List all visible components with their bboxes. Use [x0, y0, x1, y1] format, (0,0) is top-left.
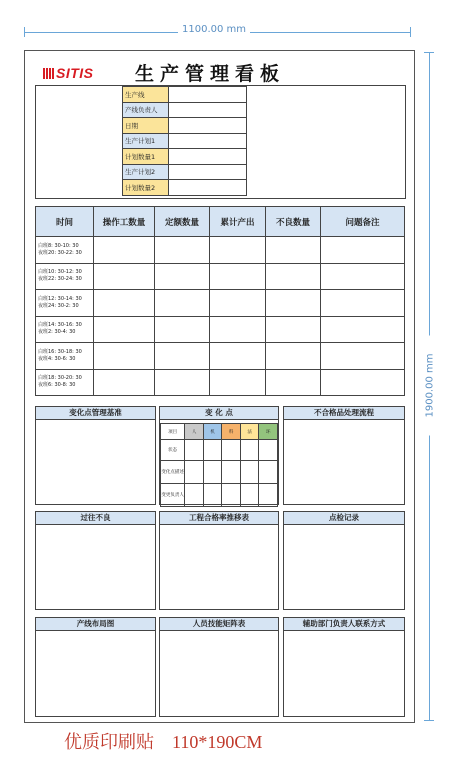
day-shift-label: 白班12: 30-14: 30	[38, 295, 82, 302]
change-points-entry-cell[interactable]	[203, 440, 222, 461]
inspection-title: 点检记录	[284, 512, 404, 525]
nonconforming-title: 不合格品处理流程	[284, 407, 404, 420]
day-shift-label: 白班18: 30-20: 30	[38, 375, 82, 382]
change-points-header-cell: 法	[240, 424, 259, 440]
width-dimension-label: 1100.00 mm	[178, 24, 250, 35]
change-points-row-label: 变化点描述	[161, 461, 185, 484]
layout-panel	[35, 617, 156, 717]
night-shift-label: 夜班24: 30-2: 30	[38, 302, 79, 309]
width-dimension-tick-right	[410, 27, 411, 37]
info-value-field[interactable]	[169, 87, 247, 103]
height-dimension-label: 1900.00 mm	[425, 336, 436, 436]
production-entry-cell[interactable]	[94, 290, 155, 317]
change-points-entry-cell[interactable]	[203, 461, 222, 484]
info-row	[123, 180, 247, 196]
production-entry-cell[interactable]	[266, 369, 321, 396]
production-entry-cell[interactable]	[321, 290, 405, 317]
production-row	[36, 237, 405, 264]
production-entry-cell[interactable]	[94, 343, 155, 370]
production-entry-cell[interactable]	[210, 290, 266, 317]
change-points-entry-cell[interactable]	[222, 461, 241, 484]
production-entry-cell[interactable]	[321, 263, 405, 290]
production-entry-cell[interactable]	[94, 237, 155, 264]
change-points-entry-cell[interactable]	[240, 461, 259, 484]
info-value-field[interactable]	[169, 149, 247, 165]
production-row	[36, 316, 405, 343]
info-row	[123, 164, 247, 180]
layout-title: 产线布局图	[36, 618, 155, 631]
change-points-header-row	[161, 424, 278, 440]
contacts-panel	[283, 617, 405, 717]
change-points-title: 变 化 点	[160, 407, 278, 420]
nonconforming-panel	[283, 406, 405, 505]
change-standard-panel	[35, 406, 156, 505]
info-table	[122, 86, 247, 196]
production-entry-cell[interactable]	[155, 263, 210, 290]
change-points-header-cell: 项目	[161, 424, 185, 440]
footer-text: 优质印刷贴	[64, 732, 154, 753]
footer-size: 110*190CM	[172, 732, 263, 752]
day-shift-label: 白班14: 30-16: 30	[38, 322, 82, 329]
inspection-panel	[283, 511, 405, 610]
production-row	[36, 290, 405, 317]
change-points-entry-cell[interactable]	[259, 461, 278, 484]
change-points-header-cell: 环	[259, 424, 278, 440]
production-entry-cell[interactable]	[266, 263, 321, 290]
contacts-title: 辅助部门负责人联系方式	[284, 618, 404, 631]
change-points-panel	[159, 406, 279, 505]
production-entry-cell[interactable]	[210, 263, 266, 290]
past-defects-title: 过往不良	[36, 512, 155, 525]
info-label: 产线负责人	[123, 102, 169, 118]
brand-name: SITIS	[56, 65, 94, 81]
night-shift-label: 夜班6: 30-8: 30	[38, 382, 76, 389]
info-value-field[interactable]	[169, 164, 247, 180]
production-entry-cell[interactable]	[155, 343, 210, 370]
change-points-row-label: 变更负责人	[161, 484, 185, 507]
production-header-cell: 问题备注	[321, 207, 405, 237]
production-entry-cell[interactable]	[266, 237, 321, 264]
production-header-cell: 定额数量	[155, 207, 210, 237]
production-entry-cell[interactable]	[266, 343, 321, 370]
production-entry-cell[interactable]	[321, 369, 405, 396]
past-defects-panel	[35, 511, 156, 610]
change-points-entry-cell[interactable]	[222, 484, 241, 507]
production-entry-cell[interactable]	[266, 290, 321, 317]
production-entry-cell[interactable]	[210, 343, 266, 370]
board-title: 生产管理看板	[135, 63, 286, 85]
info-value-field[interactable]	[169, 102, 247, 118]
info-label: 计划数量1	[123, 149, 169, 165]
info-row	[123, 118, 247, 134]
skill-matrix-panel	[159, 617, 279, 717]
change-points-header-cell: 人	[185, 424, 204, 440]
production-entry-cell[interactable]	[266, 316, 321, 343]
change-points-table	[160, 423, 278, 507]
change-points-entry-cell[interactable]	[259, 440, 278, 461]
production-entry-cell[interactable]	[210, 369, 266, 396]
production-entry-cell[interactable]	[155, 369, 210, 396]
night-shift-label: 夜班4: 30-6: 30	[38, 355, 76, 362]
info-row	[123, 102, 247, 118]
time-slot-cell	[36, 263, 94, 290]
production-entry-cell[interactable]	[210, 316, 266, 343]
time-slot-cell	[36, 237, 94, 264]
production-header-cell: 时间	[36, 207, 94, 237]
day-shift-label: 白班8: 30-10: 30	[38, 242, 79, 249]
info-block	[35, 85, 406, 199]
info-value-field[interactable]	[169, 180, 247, 196]
production-header-cell: 累计产出	[210, 207, 266, 237]
production-entry-cell[interactable]	[155, 290, 210, 317]
production-entry-cell[interactable]	[155, 237, 210, 264]
management-board	[24, 50, 415, 723]
production-entry-cell[interactable]	[321, 237, 405, 264]
night-shift-label: 夜班22: 30-24: 30	[38, 276, 82, 283]
production-row	[36, 369, 405, 396]
night-shift-label: 夜班2: 30-4: 30	[38, 329, 76, 336]
production-row	[36, 263, 405, 290]
info-row	[123, 87, 247, 103]
night-shift-label: 夜班20: 30-22: 30	[38, 249, 82, 256]
change-points-row	[161, 440, 278, 461]
change-standard-title: 变化点管理基准	[36, 407, 155, 420]
change-points-header-cell: 料	[222, 424, 241, 440]
info-value-field[interactable]	[169, 118, 247, 134]
production-table	[35, 206, 405, 396]
change-points-entry-cell[interactable]	[222, 440, 241, 461]
height-dimension-tick-bottom	[424, 720, 434, 721]
change-points-entry-cell[interactable]	[185, 484, 204, 507]
time-slot-cell	[36, 290, 94, 317]
change-points-entry-cell[interactable]	[185, 440, 204, 461]
production-entry-cell[interactable]	[155, 316, 210, 343]
pass-rate-title: 工程合格率推移表	[160, 512, 278, 525]
skill-matrix-title: 人员技能矩阵表	[160, 618, 278, 631]
width-dimension-tick-left	[24, 27, 25, 37]
change-points-entry-cell[interactable]	[240, 440, 259, 461]
info-label: 日期	[123, 118, 169, 134]
day-shift-label: 白班16: 30-18: 30	[38, 348, 82, 355]
brand-logo	[43, 64, 94, 82]
change-points-entry-cell[interactable]	[240, 484, 259, 507]
height-dimension-tick-top	[424, 52, 434, 53]
time-slot-cell	[36, 369, 94, 396]
production-entry-cell[interactable]	[321, 343, 405, 370]
production-row	[36, 343, 405, 370]
info-label: 生产线	[123, 87, 169, 103]
time-slot-cell	[36, 316, 94, 343]
change-points-entry-cell[interactable]	[185, 461, 204, 484]
production-header-cell: 不良数量	[266, 207, 321, 237]
change-points-row	[161, 484, 278, 507]
info-row	[123, 133, 247, 149]
production-entry-cell[interactable]	[321, 316, 405, 343]
info-label: 生产计划2	[123, 164, 169, 180]
change-points-entry-cell[interactable]	[203, 484, 222, 507]
info-row	[123, 149, 247, 165]
footer-caption	[64, 728, 262, 754]
pass-rate-panel	[159, 511, 279, 610]
logo-stripes-icon	[43, 68, 55, 79]
change-points-header-cell: 机	[203, 424, 222, 440]
production-entry-cell[interactable]	[94, 316, 155, 343]
change-points-entry-cell[interactable]	[259, 484, 278, 507]
change-points-row-label: 状态	[161, 440, 185, 461]
production-entry-cell[interactable]	[210, 237, 266, 264]
change-points-row	[161, 461, 278, 484]
time-slot-cell	[36, 343, 94, 370]
info-label: 生产计划1	[123, 133, 169, 149]
info-value-field[interactable]	[169, 133, 247, 149]
production-entry-cell[interactable]	[94, 369, 155, 396]
production-entry-cell[interactable]	[94, 263, 155, 290]
day-shift-label: 白班10: 30-12: 30	[38, 269, 82, 276]
production-header-cell: 操作工数量	[94, 207, 155, 237]
info-label: 计划数量2	[123, 180, 169, 196]
